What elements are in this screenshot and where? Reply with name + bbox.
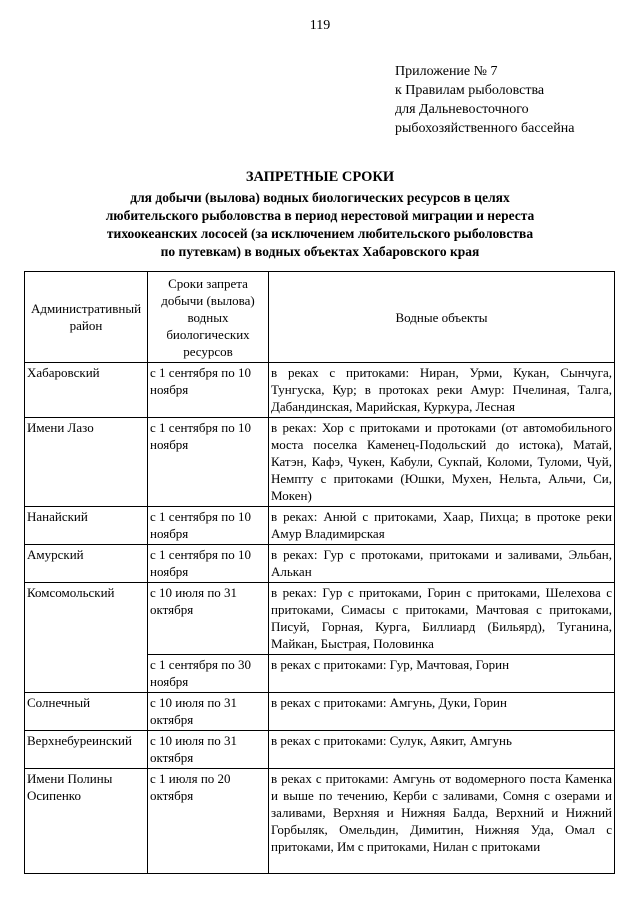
table-row — [25, 363, 615, 418]
district-cell: Нанайский — [25, 507, 148, 545]
document-title — [60, 168, 580, 261]
appendix-line: Приложение № 7 — [395, 64, 498, 79]
restriction-table — [24, 271, 615, 874]
objects-cell: в реках: Хор с притоками и протоками (от автомобильного моста поселка Каменец-Подольский до истока), Матай, Катэн, Кафэ, Чукен, Кабули, Сукпай, Коломи, Туломи, Чуй, Немпту с притоками (Юшки, Мухен, Нельта, Альчи, Си, Мокен) — [269, 418, 615, 507]
appendix-note — [395, 62, 574, 138]
period-cell: с 10 июля по 31 октября — [148, 731, 269, 769]
title-line: тихоокеанских лососей (за исключением любительского рыболовства — [106, 226, 534, 241]
title-line: для добычи (вылова) водных биологических ресурсов в целях — [130, 190, 510, 205]
period-cell: с 1 июля по 20 октября — [148, 769, 269, 874]
district-cell: Имени Полины Осипенко — [25, 769, 148, 874]
district-cell: Имени Лазо — [25, 418, 148, 507]
appendix-line: к Правилам рыболовства — [395, 83, 545, 98]
objects-cell: в реках с притоками: Гур, Мачтовая, Горин — [269, 655, 615, 693]
period-cell: с 1 сентября по 30 ноября — [148, 655, 269, 693]
table-row — [25, 583, 615, 655]
header-period: Сроки запрета добычи (вылова) водных биологических ресурсов — [148, 272, 269, 363]
objects-cell: в реках: Гур с притоками, Горин с притоками, Шелехова с притоками, Симасы с притоками, Мачтовая с притоками, Писуй, Горная, Курга, Биллиард (Бильярд), Туганина, Майкан, Быстрая, Половинка — [269, 583, 615, 655]
objects-cell: в реках с притоками: Амгунь от водомерного поста Каменка и выше по течению, Керби с заливами, Сомня с озерами и заливами, Верхняя и Нижняя Балда, Верхний и Нижний Горбыляк, Омельдин, Димитин, Нижняя Уда, Омал с притоками, Им с притоками, Нилан с притоками — [269, 769, 615, 874]
table-row — [25, 769, 615, 874]
district-cell: Солнечный — [25, 693, 148, 731]
district-cell: Верхнебуреинский — [25, 731, 148, 769]
objects-cell: в реках с притоками: Ниран, Урми, Кукан, Сынчуга, Тунгуска, Кур; в протоках реки Амур: Пчелиная, Талга, Дабандинская, Марийская, Куркура, Лесная — [269, 363, 615, 418]
period-cell: с 1 сентября по 10 ноября — [148, 418, 269, 507]
table-row — [25, 693, 615, 731]
objects-cell: в реках с притоками: Сулук, Аякит, Амгунь — [269, 731, 615, 769]
period-cell: с 1 сентября по 10 ноября — [148, 545, 269, 583]
page-number: 119 — [309, 18, 331, 33]
appendix-line: для Дальневосточного — [395, 102, 529, 117]
table-header — [25, 272, 615, 363]
title-heading: ЗАПРЕТНЫЕ СРОКИ — [245, 169, 395, 185]
period-cell: с 1 сентября по 10 ноября — [148, 507, 269, 545]
objects-cell: в реках: Гур с протоками, притоками и заливами, Эльбан, Алькан — [269, 545, 615, 583]
district-cell: Хабаровский — [25, 363, 148, 418]
table-row — [25, 545, 615, 583]
table-row — [25, 507, 615, 545]
district-cell: Комсомольский — [25, 583, 148, 693]
period-cell: с 10 июля по 31 октября — [148, 693, 269, 731]
objects-cell: в реках с притоками: Амгунь, Дуки, Горин — [269, 693, 615, 731]
period-cell: с 1 сентября по 10 ноября — [148, 363, 269, 418]
header-district: Административный район — [25, 272, 148, 363]
title-line: по путевкам) в водных объектах Хабаровского края — [160, 244, 480, 259]
header-objects: Водные объекты — [269, 272, 615, 363]
objects-cell: в реках: Анюй с притоками, Хаар, Пихца; в протоке реки Амур Владимирская — [269, 507, 615, 545]
appendix-line: рыбохозяйственного бассейна — [395, 121, 575, 136]
table-row — [25, 418, 615, 507]
district-cell: Амурский — [25, 545, 148, 583]
table-row — [25, 731, 615, 769]
period-cell: с 10 июля по 31 октября — [148, 583, 269, 655]
title-line: любительского рыболовства в период нерестовой миграции и нереста — [105, 208, 535, 223]
